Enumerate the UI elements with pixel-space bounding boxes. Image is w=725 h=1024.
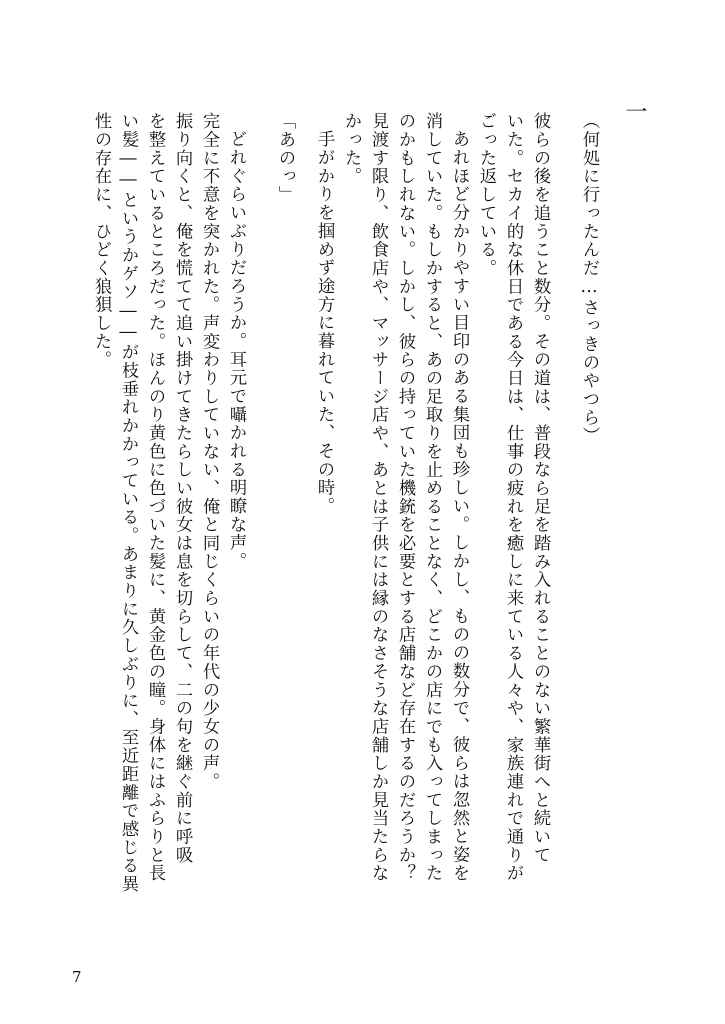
text-column: い髪――というかゲソ――が枝垂れかかっている。あまりに久しぶりに、至近距離で感じる異 [118, 112, 138, 894]
text-column: 手がかりを掴めず途方に暮れていた、その時。 [314, 130, 334, 516]
text-column: 振り向くと、俺を慌てて追い掛けてきたらしい彼女は息を切らして、二の句を継ぐ前に呼吸 [172, 112, 192, 864]
chapter-heading: 一 [622, 100, 647, 122]
text-column: ごった返している。 [476, 112, 496, 278]
text-column: 完全に不意を突かれた。声変わりしていない、俺と同じくらいの年代の少女の声。 [199, 112, 219, 791]
text-column: （何処に行ったんだ…さっきのやつら） [579, 112, 599, 445]
text-column: を整えているところだった。ほんのり黄色に色づいた髪に、黄金色の瞳。身体にはふらりと長 [145, 112, 165, 883]
text-column: いた。セカイ的な休日である今日は、仕事の疲れを癒しに来ている人々や、家族連れで通りが [503, 112, 523, 883]
text-column: 性の存在に、ひどく狼狽した。 [91, 112, 111, 369]
text-column: 見渡す限り、飲食店や、マッサージ店や、あとは子供には縁のなさそうな店舗しか見当たらな [368, 112, 388, 883]
text-column: 消していた。もしかすると、あの足取りを止めることなく、どこかの店にでも入ってしまった [422, 112, 442, 883]
text-column: 彼らの後を追うこと数分。その道は、普段なら足を踏み入れることのない繁華街へと続いて [530, 112, 550, 864]
text-column: あれほど分かりやすい目印のある集団も珍しい。しかし、ものの数分で、彼らは忽然と姿を [449, 130, 469, 882]
page-number: 7 [72, 968, 82, 986]
text-column: 「あのっ」 [275, 112, 295, 204]
text-column: かった。 [341, 112, 361, 186]
text-column: のかもしれない。しかし、彼らの持っていた機銃を必要とする店舗など存在するのだろうか？ [395, 112, 415, 883]
text-column: どれぐらいぶりだろうか。耳元で囁かれる明瞭な声。 [226, 130, 246, 571]
